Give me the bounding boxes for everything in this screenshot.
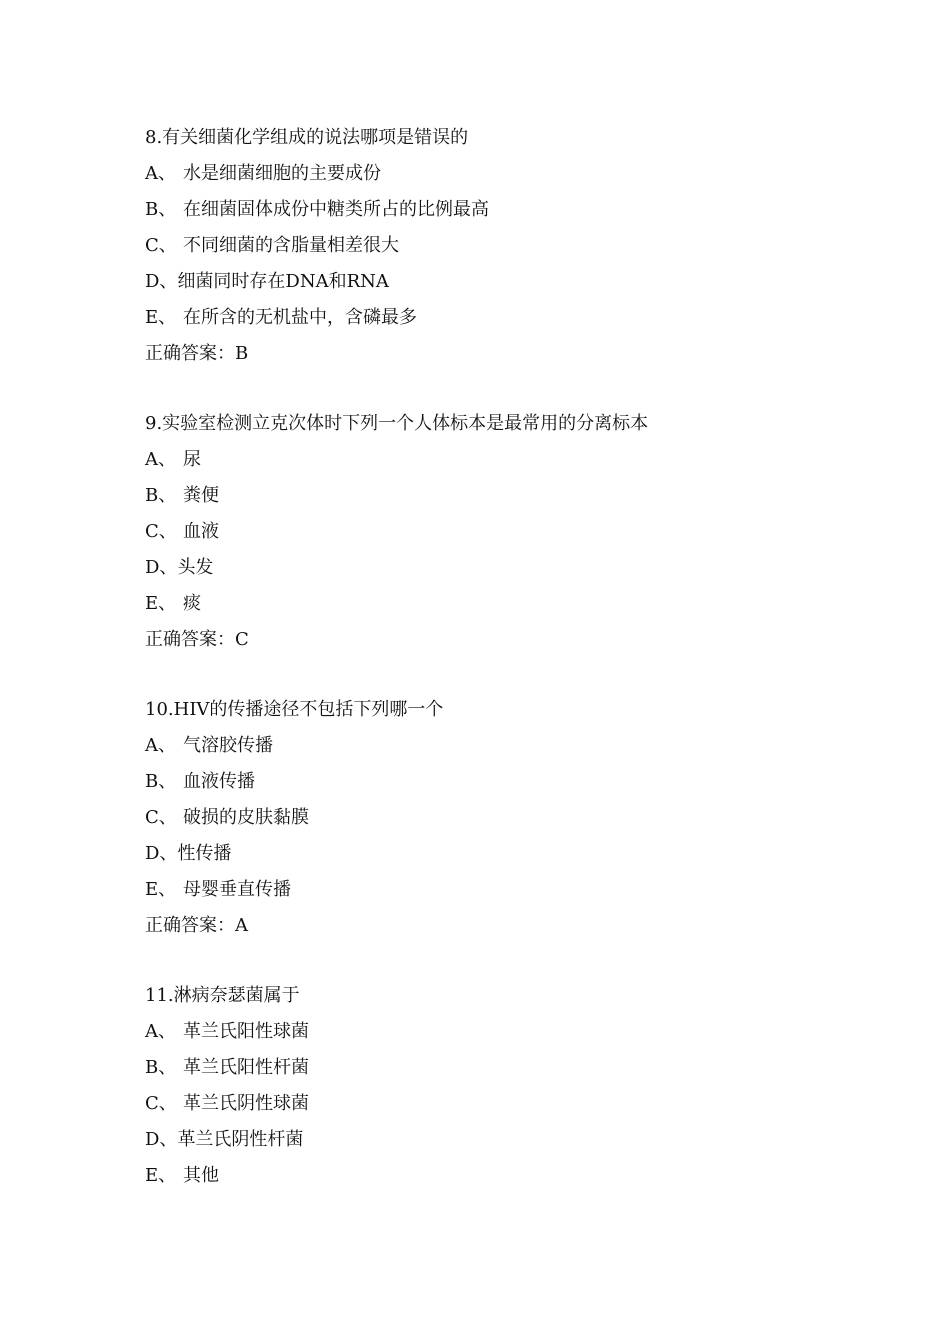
option-text: 在细菌固体成份中糖类所占的比例最高 — [183, 199, 489, 220]
option-row — [145, 800, 865, 836]
option-text: 革兰氏阳性杆菌 — [183, 1057, 309, 1078]
option-text: 革兰氏阳性球菌 — [183, 1021, 309, 1042]
option-text: 破损的皮肤黏膜 — [183, 807, 309, 828]
option-text: 粪便 — [183, 485, 219, 506]
option-row — [145, 1014, 865, 1050]
option-text: 头发 — [177, 557, 214, 578]
option-text: 血液传播 — [183, 771, 255, 792]
option-row — [145, 478, 865, 514]
option-letter: E、 — [145, 1165, 177, 1186]
option-text: 不同细菌的含脂量相差很大 — [183, 235, 399, 256]
option-text: 水是细菌细胞的主要成份 — [183, 163, 381, 184]
option-text: 痰 — [183, 593, 201, 614]
option-letter: A、 — [145, 1021, 176, 1042]
option-row — [145, 300, 865, 336]
option-letter: D、 — [145, 1129, 178, 1150]
option-letter: B、 — [145, 771, 177, 792]
option-text: 在所含的无机盐中，含磷最多 — [183, 307, 417, 328]
option-text: 革兰氏阴性球菌 — [183, 1093, 309, 1114]
question-stem: 10.HIV的传播途径不包括下列哪一个 — [145, 699, 444, 720]
option-row — [145, 156, 865, 192]
option-letter: C、 — [145, 1093, 177, 1114]
question-block — [145, 120, 865, 372]
correct-answer: 正确答案：A — [145, 915, 248, 936]
option-row — [145, 728, 865, 764]
option-row — [145, 1086, 865, 1122]
option-row — [145, 550, 865, 586]
option-letter: B、 — [145, 485, 177, 506]
question-stem: 9.实验室检测立克次体时下列一个人体标本是最常用的分离标本 — [145, 413, 649, 434]
option-letter: C、 — [145, 521, 177, 542]
option-text: 其他 — [183, 1165, 219, 1186]
option-letter: B、 — [145, 199, 177, 220]
option-letter: B、 — [145, 1057, 177, 1078]
option-row — [145, 228, 865, 264]
option-letter: D、 — [145, 843, 178, 864]
option-letter: A、 — [145, 163, 176, 184]
option-row — [145, 1158, 865, 1194]
option-text: 尿 — [183, 449, 201, 470]
option-row — [145, 442, 865, 478]
option-letter: E、 — [145, 593, 177, 614]
question-stem: 11.淋病奈瑟菌属于 — [145, 985, 300, 1006]
option-row — [145, 1050, 865, 1086]
option-letter: C、 — [145, 235, 177, 256]
option-text: 性传播 — [177, 843, 232, 864]
option-row — [145, 586, 865, 622]
question-block — [145, 978, 865, 1194]
question-block — [145, 692, 865, 944]
question-stem: 8.有关细菌化学组成的说法哪项是错误的 — [145, 127, 469, 148]
option-text: 细菌同时存在DNA和RNA — [177, 271, 389, 292]
option-row — [145, 872, 865, 908]
correct-answer: 正确答案：B — [145, 343, 249, 364]
correct-answer: 正确答案：C — [145, 629, 249, 650]
option-letter: A、 — [145, 449, 176, 470]
option-letter: D、 — [145, 557, 178, 578]
option-letter: D、 — [145, 271, 178, 292]
option-text: 血液 — [183, 521, 219, 542]
option-letter: C、 — [145, 807, 177, 828]
option-row — [145, 192, 865, 228]
option-row — [145, 836, 865, 872]
option-letter: E、 — [145, 307, 177, 328]
option-row — [145, 514, 865, 550]
option-row — [145, 1122, 865, 1158]
option-text: 母婴垂直传播 — [183, 879, 291, 900]
option-letter: E、 — [145, 879, 177, 900]
option-text: 革兰氏阴性杆菌 — [177, 1129, 304, 1150]
option-row — [145, 764, 865, 800]
option-text: 气溶胶传播 — [183, 735, 273, 756]
question-list — [145, 120, 865, 1194]
option-row — [145, 264, 865, 300]
option-letter: A、 — [145, 735, 176, 756]
question-block — [145, 406, 865, 658]
